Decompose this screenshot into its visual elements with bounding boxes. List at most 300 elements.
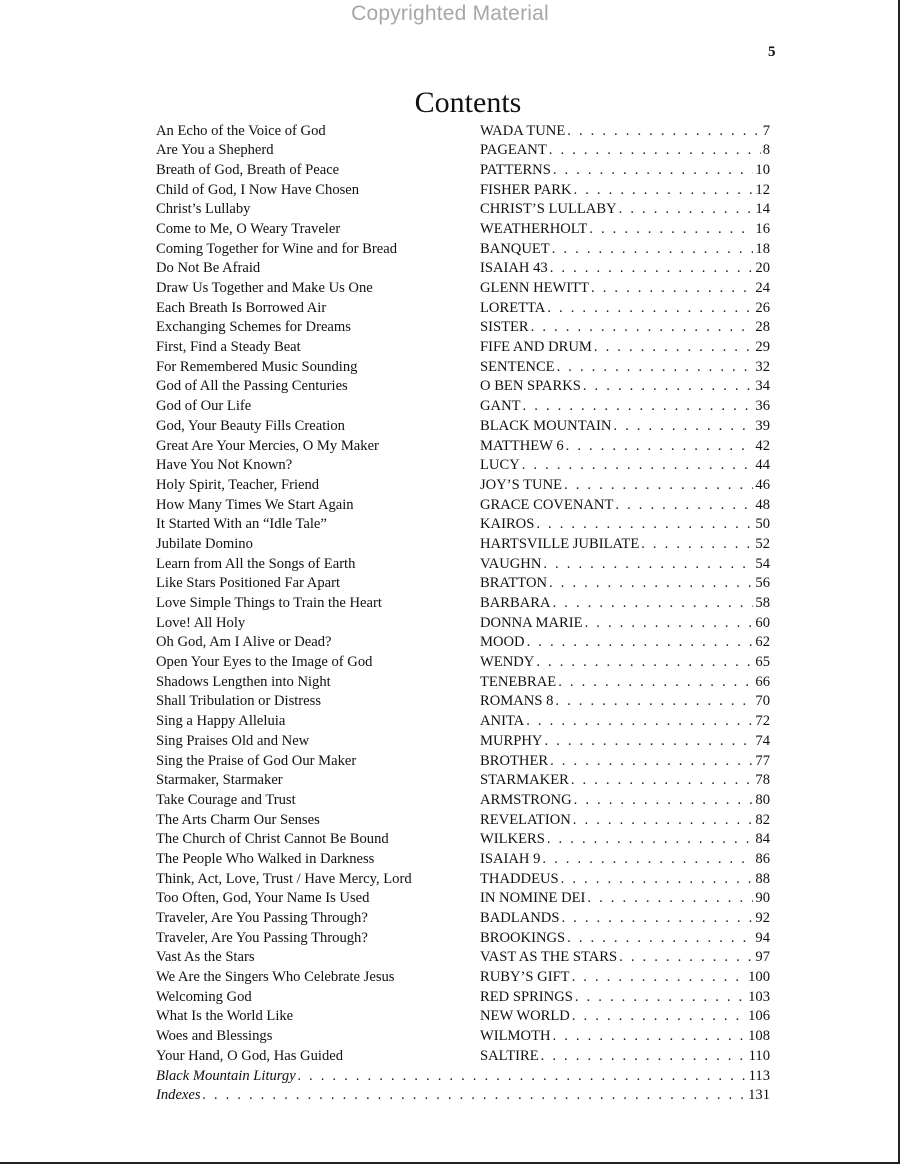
page-ref: 50 — [755, 517, 770, 532]
page-ref: 88 — [755, 871, 770, 887]
tune-cell — [480, 754, 770, 769]
tune-name: JOY’S TUNE — [480, 477, 563, 493]
dot-leader — [541, 557, 753, 572]
hymn-title: Sing a Happy Alleluia — [156, 714, 286, 729]
tune-name: SISTER — [480, 320, 529, 336]
tune-cell — [480, 576, 770, 591]
page-ref: 78 — [755, 773, 770, 788]
hymn-title: An Echo of the Voice of God — [156, 123, 326, 139]
dot-leader — [569, 773, 754, 788]
tune-cell — [480, 734, 770, 749]
toc-entry — [156, 318, 770, 338]
hymn-title: Draw Us Together and Make Us One — [156, 281, 373, 296]
tune-name: BRATTON — [480, 576, 548, 591]
dot-leader — [524, 714, 753, 729]
toc-entry — [156, 613, 770, 633]
hymn-title: Exchanging Schemes for Dreams — [156, 320, 351, 336]
page-ref: 36 — [755, 399, 770, 414]
toc-entry — [156, 633, 770, 653]
dot-leader — [585, 891, 753, 906]
dot-leader — [581, 379, 754, 394]
toc-entry — [156, 594, 770, 614]
tune-cell — [480, 714, 770, 729]
tune-cell — [480, 675, 770, 690]
tune-cell — [480, 537, 770, 552]
page-ref: 14 — [755, 202, 770, 217]
hymn-title: Child of God, I Now Have Chosen — [156, 182, 360, 198]
dot-leader — [296, 1069, 747, 1084]
page-ref: 60 — [755, 615, 770, 631]
tune-cell — [480, 360, 770, 375]
dot-leader — [539, 1049, 747, 1064]
dot-leader — [542, 734, 753, 749]
tune-cell — [480, 872, 770, 887]
tune-name: MOOD — [480, 635, 525, 651]
tune-name: REVELATION — [480, 812, 571, 828]
tune-name: THADDEUS — [480, 871, 559, 887]
tune-cell — [480, 911, 770, 926]
hymn-title: The Arts Charm Our Senses — [156, 812, 320, 828]
dot-leader — [587, 222, 753, 237]
hymn-title: Coming Together for Wine and for Bread — [156, 241, 398, 257]
toc-entry — [156, 830, 770, 850]
hymn-title: Like Stars Positioned Far Apart — [156, 576, 341, 591]
toc-entry — [156, 121, 770, 141]
hymn-title: God of Our Life — [156, 399, 252, 414]
dot-leader — [555, 360, 754, 375]
dot-leader — [617, 950, 753, 965]
toc-entry — [156, 987, 770, 1007]
page-ref: 74 — [755, 733, 770, 749]
hymn-title: What Is the World Like — [156, 1009, 294, 1025]
tune-name: BARBARA — [480, 596, 551, 611]
tune-cell — [480, 596, 770, 611]
page-ref: 24 — [755, 281, 770, 296]
dot-leader — [589, 281, 753, 296]
tune-name: WADA TUNE — [480, 123, 566, 139]
tune-name: GLENN HEWITT — [480, 281, 590, 296]
tune-name: ISAIAH 9 — [480, 851, 541, 867]
toc-entry — [156, 397, 770, 417]
tune-cell — [480, 458, 770, 473]
page-ref: 65 — [755, 655, 770, 670]
page-ref: 80 — [755, 792, 770, 808]
toc-entry — [156, 239, 770, 259]
page-ref: 10 — [755, 162, 770, 178]
dot-leader — [551, 1029, 747, 1044]
tune-name: WENDY — [480, 655, 535, 670]
toc-entry — [156, 653, 770, 673]
tune-cell — [480, 773, 770, 788]
tune-cell — [480, 320, 770, 335]
dot-leader — [570, 1009, 746, 1024]
page-ref: 90 — [755, 891, 770, 906]
dot-leader — [201, 1088, 747, 1103]
tune-name: ANITA — [480, 714, 525, 729]
dot-leader — [551, 163, 754, 178]
toc-entry — [156, 810, 770, 830]
hymn-title: We Are the Singers Who Celebrate Jesus — [156, 970, 395, 985]
toc-entry — [156, 1007, 770, 1027]
dot-leader — [547, 576, 753, 591]
dot-leader — [548, 754, 753, 769]
toc-entry — [156, 515, 770, 535]
tune-cell — [480, 242, 770, 257]
dot-leader — [545, 301, 753, 316]
tune-name: DONNA MARIE — [480, 615, 583, 631]
dot-leader — [565, 931, 753, 946]
tune-cell — [480, 517, 770, 532]
page-ref: 54 — [755, 556, 770, 572]
toc-entry — [156, 928, 770, 948]
toc-entry — [156, 357, 770, 377]
hymn-title: Jubilate Domino — [156, 536, 253, 552]
toc-entry — [156, 141, 770, 161]
dot-leader — [573, 990, 746, 1005]
toc-entry — [156, 554, 770, 574]
dot-leader — [548, 261, 754, 276]
tune-name: RUBY’S GIFT — [480, 970, 570, 985]
section-cell — [156, 1088, 770, 1103]
hymn-title: Take Courage and Trust — [156, 792, 296, 808]
tune-cell — [480, 419, 770, 434]
tune-name: WEATHERHOLT — [480, 221, 588, 237]
toc-entry — [156, 771, 770, 791]
toc-entry — [156, 889, 770, 909]
tune-name: PATTERNS — [480, 162, 551, 178]
tune-name: MURPHY — [480, 733, 543, 749]
dot-leader — [520, 458, 754, 473]
toc-entry — [156, 1027, 770, 1047]
tune-cell — [480, 950, 770, 965]
toc-entry — [156, 475, 770, 495]
tune-cell — [480, 813, 770, 828]
dot-leader — [556, 675, 753, 690]
hymn-title: Christ’s Lullaby — [156, 202, 251, 217]
tune-name: CHRIST’S LULLABY — [480, 202, 617, 217]
tune-name: TENEBRAE — [480, 674, 557, 690]
tune-cell — [480, 1009, 770, 1024]
tune-cell — [480, 616, 770, 631]
tune-name: VAST AS THE STARS — [480, 950, 618, 966]
tune-cell — [480, 143, 770, 158]
toc-entry — [156, 338, 770, 358]
hymn-title: Woes and Blessings — [156, 1029, 273, 1044]
tune-name: MATTHEW 6 — [480, 438, 564, 454]
page-ref: 131 — [748, 1088, 770, 1103]
tune-cell — [480, 399, 770, 414]
dot-leader — [565, 124, 760, 139]
dot-leader — [639, 537, 753, 552]
toc-entry — [156, 692, 770, 712]
page-ref: 103 — [748, 989, 770, 1005]
tune-name: BADLANDS — [480, 911, 560, 926]
tune-cell — [480, 970, 770, 985]
page-ref: 108 — [748, 1029, 770, 1044]
toc-entry — [156, 672, 770, 692]
toc-entry — [156, 377, 770, 397]
copyright-watermark: Copyrighted Material — [351, 2, 549, 25]
tune-cell — [480, 498, 770, 513]
page-ref: 8 — [762, 143, 770, 158]
page-ref: 84 — [755, 832, 770, 847]
hymn-title: Vast As the Stars — [156, 950, 255, 966]
page-ref: 39 — [755, 418, 770, 434]
toc-entry — [156, 968, 770, 988]
page-ref: 100 — [748, 970, 770, 985]
hymn-title: God, Your Beauty Fills Creation — [156, 418, 345, 434]
hymn-title: Do Not Be Afraid — [156, 261, 261, 276]
hymn-title: Shall Tribulation or Distress — [156, 694, 322, 710]
hymn-title: Come to Me, O Weary Traveler — [156, 221, 341, 237]
dot-leader — [571, 813, 754, 828]
toc-entry — [156, 259, 770, 279]
page-ref: 94 — [755, 930, 770, 946]
dot-leader — [613, 498, 753, 513]
page-title: Contents — [414, 86, 522, 120]
dot-leader — [553, 694, 753, 709]
dot-leader — [521, 399, 754, 414]
page-ref: 28 — [755, 320, 770, 336]
tune-cell — [480, 832, 770, 847]
dot-leader — [592, 340, 754, 355]
page-ref: 106 — [748, 1009, 770, 1025]
dot-leader — [525, 635, 754, 650]
hymn-title: Welcoming God — [156, 989, 252, 1005]
hymn-title: Love! All Holy — [156, 615, 246, 631]
hymn-title: Are You a Shepherd — [156, 143, 274, 158]
tune-name: ISAIAH 43 — [480, 261, 548, 276]
dot-leader — [551, 596, 754, 611]
page-ref: 92 — [755, 911, 770, 926]
page-ref: 26 — [755, 300, 770, 316]
tune-cell — [480, 183, 770, 198]
tune-name: GANT — [480, 399, 521, 414]
page-ref: 58 — [755, 596, 770, 611]
toc-section-entry — [156, 1086, 770, 1106]
toc-entry — [156, 574, 770, 594]
hymn-title: Great Are Your Mercies, O My Maker — [156, 438, 379, 454]
page-ref: 70 — [755, 694, 770, 710]
tune-name: WILKERS — [480, 832, 545, 847]
contents-list — [156, 121, 770, 1105]
dot-leader — [529, 320, 754, 335]
hymn-title: Shadows Lengthen into Night — [156, 674, 331, 690]
tune-name: BROTHER — [480, 753, 549, 769]
hymn-title: Sing the Praise of God Our Maker — [156, 753, 357, 769]
dot-leader — [617, 202, 754, 217]
tune-name: BROOKINGS — [480, 930, 566, 946]
toc-entry — [156, 534, 770, 554]
page-ref: 16 — [755, 221, 770, 237]
toc-entry — [156, 279, 770, 299]
tune-name: ARMSTRONG — [480, 792, 572, 808]
tune-cell — [480, 261, 770, 276]
tune-name: FIFE AND DRUM — [480, 340, 592, 355]
tune-cell — [480, 1029, 770, 1044]
tune-cell — [480, 694, 770, 709]
tune-name: WILMOTH — [480, 1029, 551, 1044]
dot-leader — [559, 872, 754, 887]
hymn-title: Holy Spirit, Teacher, Friend — [156, 477, 320, 493]
toc-entry — [156, 298, 770, 318]
toc-entry — [156, 1046, 770, 1066]
tune-cell — [480, 478, 770, 493]
tune-name: PAGEANT — [480, 143, 547, 158]
page-ref: 52 — [755, 536, 770, 552]
tune-name: LUCY — [480, 458, 520, 473]
tune-cell — [480, 222, 770, 237]
page-ref: 86 — [755, 851, 770, 867]
dot-leader — [559, 911, 753, 926]
dot-leader — [564, 439, 754, 454]
page-ref: 82 — [755, 812, 770, 828]
hymn-title: Oh God, Am I Alive or Dead? — [156, 635, 332, 651]
toc-entry — [156, 200, 770, 220]
page-ref: 29 — [755, 340, 770, 355]
tune-cell — [480, 379, 770, 394]
toc-entry — [156, 869, 770, 889]
dot-leader — [572, 793, 754, 808]
hymn-title: First, Find a Steady Beat — [156, 340, 301, 355]
page-ref: 66 — [755, 674, 770, 690]
page-ref: 110 — [748, 1048, 770, 1064]
page-ref: 46 — [755, 477, 770, 493]
page-ref: 77 — [755, 753, 770, 769]
tune-name: VAUGHN — [480, 556, 542, 572]
toc-entry — [156, 160, 770, 180]
page-ref: 113 — [748, 1068, 770, 1084]
tune-cell — [480, 439, 770, 454]
tune-cell — [480, 340, 770, 355]
hymn-title: Each Breath Is Borrowed Air — [156, 300, 327, 316]
dot-leader — [534, 517, 753, 532]
page-ref: 62 — [755, 635, 770, 651]
hymn-title: Have You Not Known? — [156, 458, 293, 473]
page-ref: 48 — [755, 497, 770, 513]
page-ref: 20 — [755, 261, 770, 276]
tune-cell — [480, 931, 770, 946]
tune-name: KAIROS — [480, 517, 535, 532]
hymn-title: Breath of God, Breath of Peace — [156, 162, 340, 178]
page-ref: 97 — [755, 950, 770, 966]
page-ref: 72 — [755, 714, 770, 729]
tune-name: HARTSVILLE JUBILATE — [480, 536, 640, 552]
section-title: Indexes — [156, 1088, 201, 1103]
hymn-title: Think, Act, Love, Trust / Have Mercy, Lord — [156, 871, 412, 887]
page-ref: 34 — [755, 379, 770, 395]
hymn-title: Starmaker, Starmaker — [156, 773, 283, 788]
hymn-title: God of All the Passing Centuries — [156, 379, 348, 395]
hymn-title: How Many Times We Start Again — [156, 497, 354, 513]
page-number: 5 — [768, 44, 776, 60]
hymn-title: The Church of Christ Cannot Be Bound — [156, 832, 389, 847]
dot-leader — [570, 970, 747, 985]
tune-cell — [480, 990, 770, 1005]
dot-leader — [572, 183, 754, 198]
tune-name: BANQUET — [480, 241, 550, 257]
tune-cell — [480, 557, 770, 572]
hymn-title: Learn from All the Songs of Earth — [156, 556, 356, 572]
tune-name: GRACE COVENANT — [480, 497, 614, 513]
tune-name: BLACK MOUNTAIN — [480, 418, 612, 434]
toc-entry — [156, 180, 770, 200]
toc-entry — [156, 416, 770, 436]
tune-name: RED SPRINGS — [480, 989, 573, 1005]
tune-name: SENTENCE — [480, 359, 555, 375]
dot-leader — [540, 852, 753, 867]
dot-leader — [545, 832, 754, 847]
toc-entry — [156, 731, 770, 751]
tune-cell — [480, 852, 770, 867]
hymn-title: Love Simple Things to Train the Heart — [156, 596, 382, 611]
toc-entry — [156, 909, 770, 929]
dot-leader — [611, 419, 753, 434]
tune-name: ROMANS 8 — [480, 694, 554, 710]
tune-name: STARMAKER — [480, 773, 569, 788]
page-ref: 12 — [755, 182, 770, 198]
toc-section-entry — [156, 1066, 770, 1086]
toc-entry — [156, 790, 770, 810]
section-cell — [156, 1069, 770, 1084]
section-title: Black Mountain Liturgy — [156, 1068, 296, 1084]
toc-entry — [156, 456, 770, 476]
page-ref: 18 — [755, 241, 770, 257]
tune-cell — [480, 793, 770, 808]
dot-leader — [547, 143, 761, 158]
hymn-title: Traveler, Are You Passing Through? — [156, 911, 368, 926]
tune-cell — [480, 124, 770, 139]
toc-entry — [156, 219, 770, 239]
tune-cell — [480, 301, 770, 316]
tune-name: O BEN SPARKS — [480, 379, 581, 395]
tune-cell — [480, 202, 770, 217]
toc-entry — [156, 712, 770, 732]
hymn-title: Open Your Eyes to the Image of God — [156, 655, 373, 670]
tune-name: FISHER PARK — [480, 182, 572, 198]
hymn-title: Your Hand, O God, Has Guided — [156, 1048, 344, 1064]
page-ref: 7 — [762, 123, 770, 139]
hymn-title: Traveler, Are You Passing Through? — [156, 930, 368, 946]
toc-entry — [156, 849, 770, 869]
tune-cell — [480, 635, 770, 650]
dot-leader — [550, 242, 754, 257]
hymn-title: Sing Praises Old and New — [156, 733, 310, 749]
hymn-title: It Started With an “Idle Tale” — [156, 517, 327, 532]
tune-name: LORETTA — [480, 300, 546, 316]
dot-leader — [583, 616, 754, 631]
toc-entry — [156, 495, 770, 515]
tune-name: NEW WORLD — [480, 1009, 570, 1025]
hymn-title: For Remembered Music Sounding — [156, 359, 358, 375]
dot-leader — [562, 478, 753, 493]
tune-cell — [480, 1049, 770, 1064]
page-ref: 42 — [755, 438, 770, 454]
page-ref: 32 — [755, 359, 770, 375]
toc-entry — [156, 948, 770, 968]
tune-name: IN NOMINE DEI — [480, 891, 586, 906]
dot-leader — [534, 655, 753, 670]
hymn-title: Too Often, God, Your Name Is Used — [156, 891, 370, 906]
tune-cell — [480, 163, 770, 178]
page-ref: 56 — [755, 576, 770, 591]
toc-entry — [156, 751, 770, 771]
tune-cell — [480, 281, 770, 296]
page-ref: 44 — [755, 458, 770, 473]
hymn-title: The People Who Walked in Darkness — [156, 851, 375, 867]
tune-cell — [480, 655, 770, 670]
tune-name: SALTIRE — [480, 1048, 539, 1064]
